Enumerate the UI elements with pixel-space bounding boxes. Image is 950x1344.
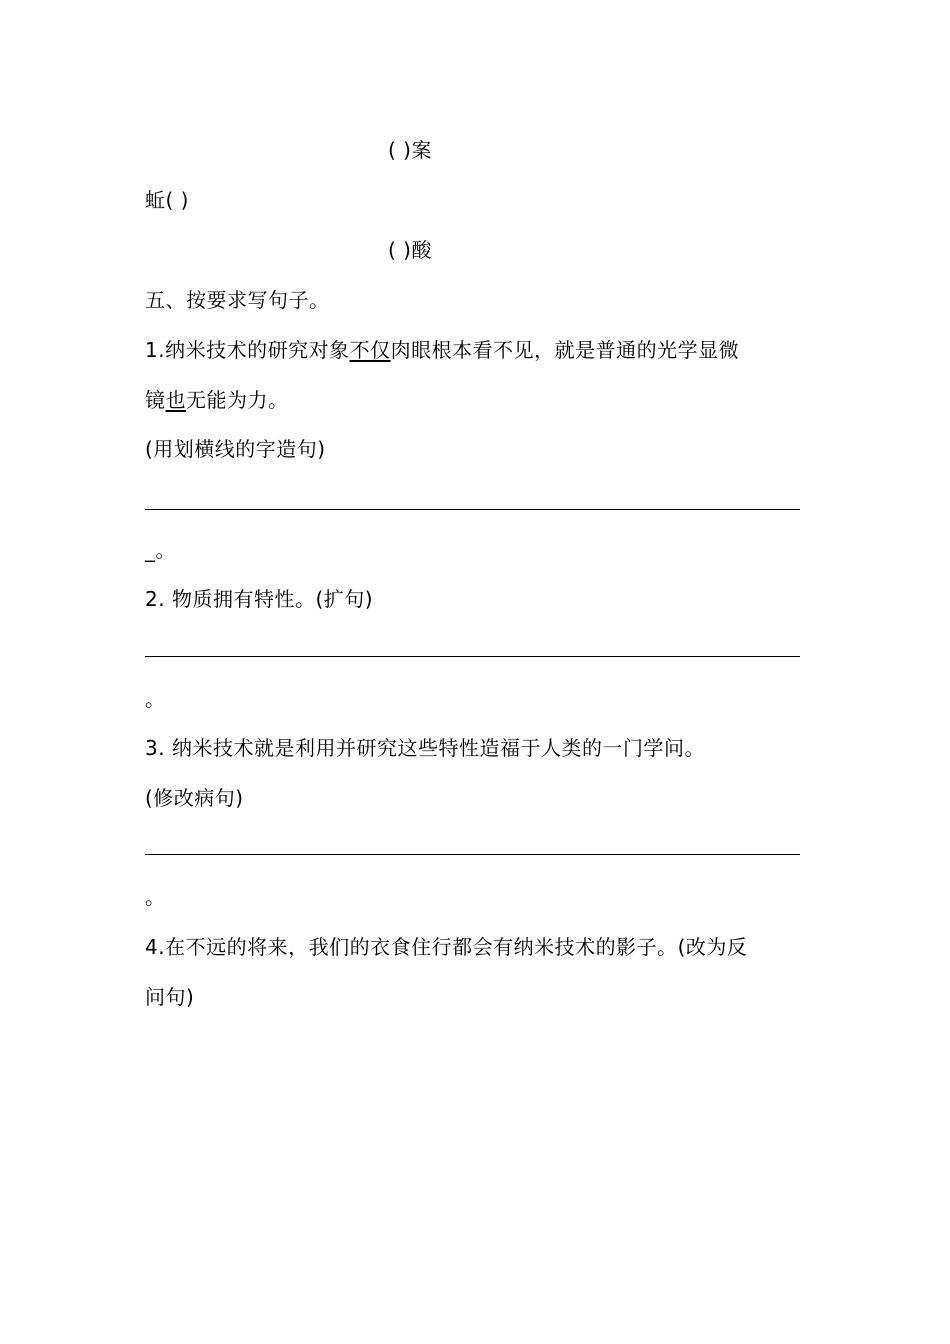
- q4-line1: 4.在不远的将来，我们的衣食住行都会有纳米技术的影子。(改为反: [145, 935, 748, 959]
- q3-answer-tail: 。: [145, 885, 166, 909]
- q3-instruction: (修改病句): [145, 786, 244, 810]
- q3-text: 3. 纳米技术就是利用并研究这些特性造福于人类的一门学问。: [145, 736, 705, 760]
- q1-underlined-word-1: 不仅: [349, 338, 391, 362]
- q2-answer-tail: 。: [145, 687, 166, 711]
- q2-answer-line[interactable]: [145, 656, 800, 657]
- q1-answer-line[interactable]: [145, 509, 800, 510]
- section-heading: 五、按要求写句子。: [145, 288, 330, 312]
- q1-line2: [145, 387, 289, 413]
- q3-answer-line[interactable]: [145, 854, 800, 855]
- q1-answer-tail: _。: [145, 538, 176, 562]
- choice-qiu: 蚯( ): [145, 188, 189, 212]
- q1-line1: [145, 337, 739, 363]
- choice-an: ( )案: [388, 138, 432, 162]
- choice-suan: ( )酸: [388, 238, 432, 262]
- q1-line2-suffix: 无能为力。: [186, 388, 289, 412]
- q4-line2: 问句): [145, 985, 195, 1009]
- q2-text: 2. 物质拥有特性。(扩句): [145, 587, 374, 611]
- q1-line2-prefix: 镜: [145, 388, 166, 412]
- q1-instruction: (用划横线的字造句): [145, 437, 326, 461]
- q1-middle: 肉眼根本看不见，就是普通的光学显微: [390, 338, 740, 362]
- q1-prefix: 1.纳米技术的研究对象: [145, 338, 350, 362]
- q1-underlined-word-2: 也: [165, 388, 186, 412]
